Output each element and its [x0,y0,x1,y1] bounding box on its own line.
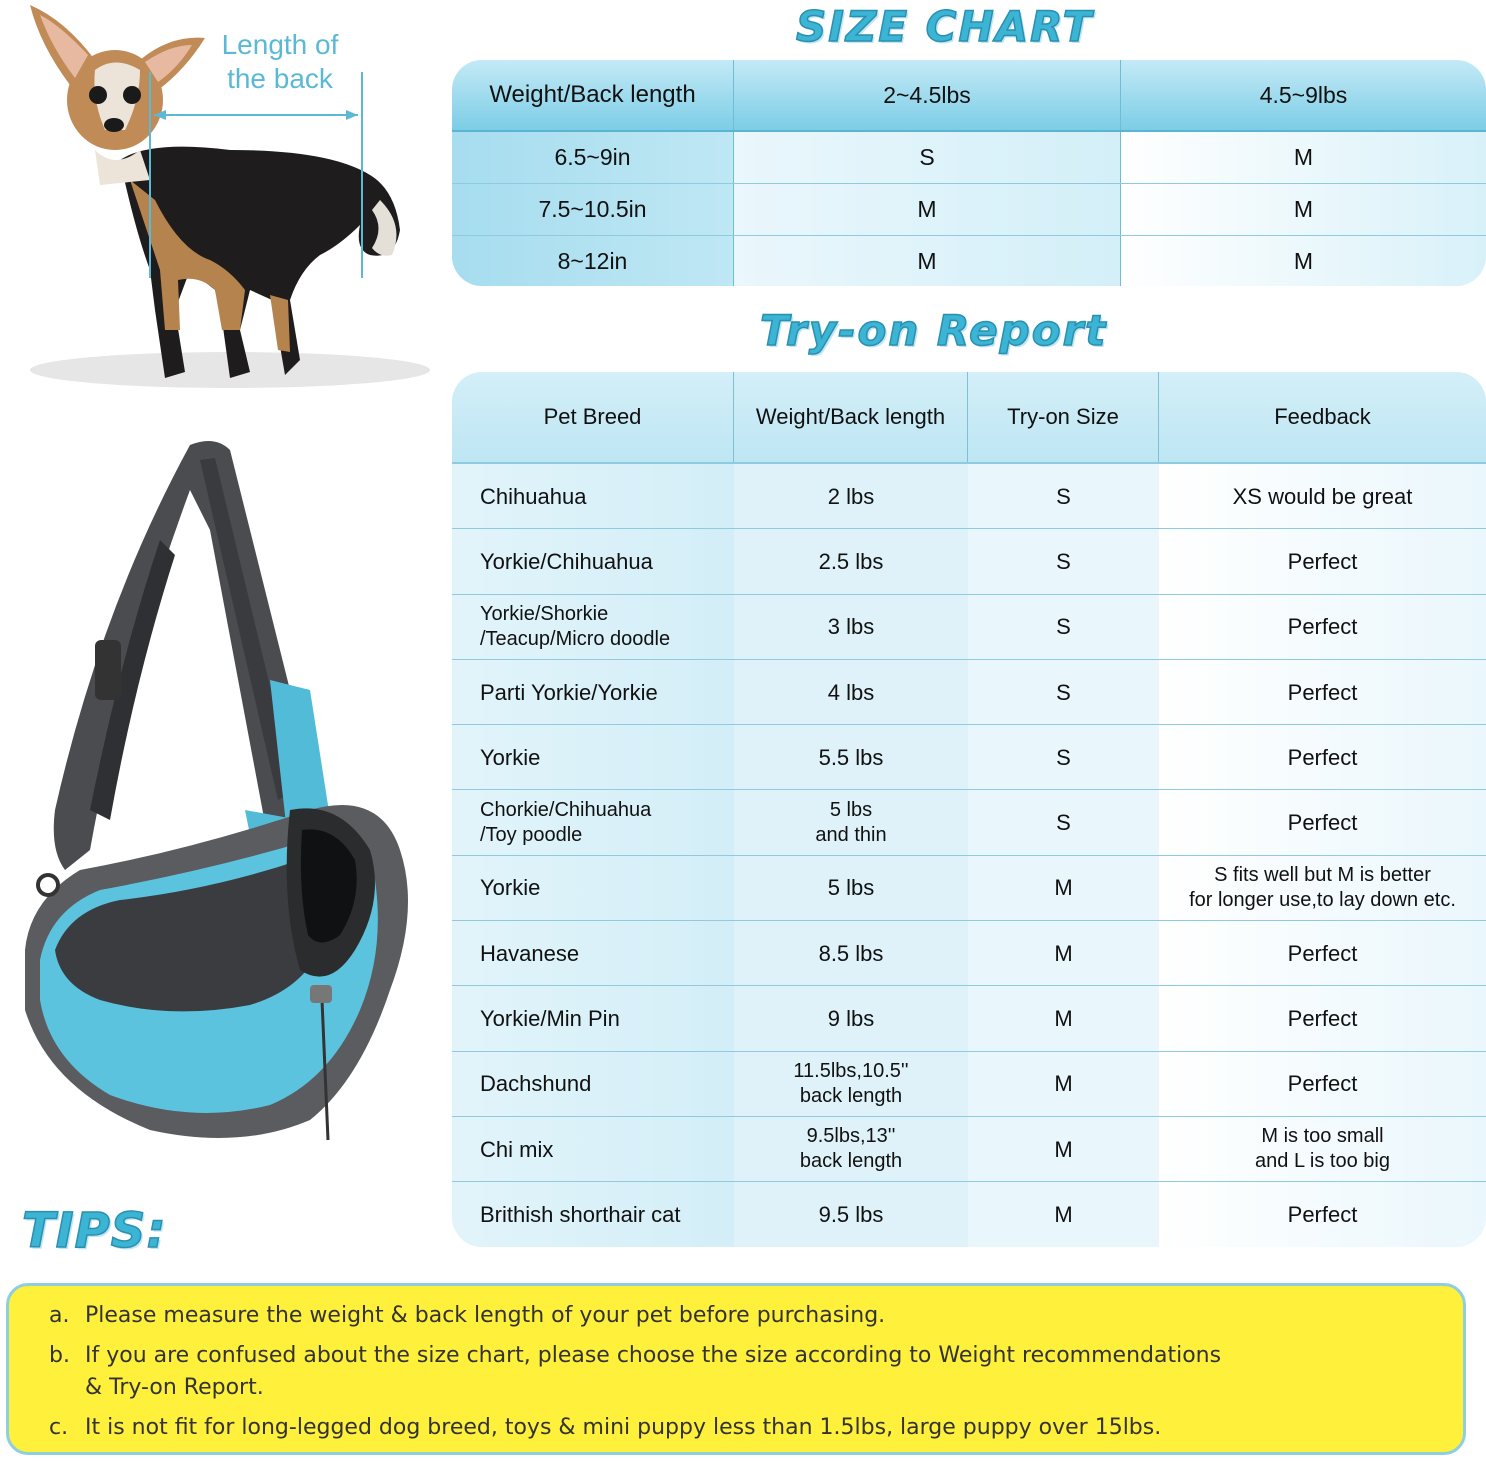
size-chart-cell: M [1121,184,1486,235]
tip-text: Please measure the weight & back length of your pet before purchasing. [85,1303,886,1328]
tryon-cell: S [968,790,1159,854]
tryon-cell: 5.5 lbs [734,725,968,789]
size-chart-header-cell: 4.5~9lbs [1259,81,1348,108]
tryon-cell: M [968,1182,1159,1247]
tryon-cell: S [968,464,1159,528]
tryon-header-cell: Feedback [1274,404,1371,429]
back-length-label: Length of the back [221,29,339,94]
tryon-cell: Perfect [1159,790,1486,854]
tryon-cell: M is too small and L is too big [1159,1117,1486,1181]
tryon-cell: Perfect [1159,1052,1486,1116]
tryon-header-row [452,372,1486,464]
tryon-cell: 9 lbs [734,986,968,1050]
sling-bag-image [10,430,430,1160]
size-chart-title: SIZE CHART [796,2,1094,51]
tip-item [49,1412,1423,1444]
size-chart-row [452,184,1486,236]
tryon-cell: S fits well but M is better for longer use,to lay down etc. [1159,856,1486,920]
tryon-cell: S [968,725,1159,789]
tip-label: c. [49,1415,69,1440]
tryon-cell: Chihuahua [452,464,734,528]
tryon-cell: Yorkie [452,856,734,920]
size-chart-cell: 8~12in [452,236,734,286]
tryon-cell: S [968,595,1159,659]
tryon-header-cell: Weight/Back length [734,372,968,462]
dog-illustration [0,0,430,400]
tryon-cell: Perfect [1159,660,1486,724]
tryon-row [452,856,1486,921]
tryon-cell: S [968,660,1159,724]
size-chart-row [452,132,1486,184]
size-chart-row [452,236,1486,286]
tip-item [49,1300,1423,1332]
tryon-row [452,790,1486,855]
size-chart-header-cell: Weight/Back length [452,60,734,130]
tryon-cell: M [968,986,1159,1050]
size-chart-cell: 6.5~9in [452,132,734,183]
size-chart-header-row [452,60,1486,132]
tip-label: b. [49,1343,70,1368]
tryon-cell: Perfect [1159,529,1486,593]
tryon-report-title: Try-on Report [760,306,1108,355]
tryon-cell: Yorkie [452,725,734,789]
tryon-cell: 4 lbs [734,660,968,724]
size-chart-table [452,60,1486,286]
tryon-row [452,1117,1486,1182]
tryon-cell: 2 lbs [734,464,968,528]
tip-text: It is not fit for long-legged dog breed, toys & mini puppy less than 1.5lbs, large puppy over 15lbs. [85,1415,1162,1440]
tryon-body [452,464,1486,1247]
tryon-cell: M [968,1052,1159,1116]
tryon-row [452,986,1486,1051]
tip-text: If you are confused about the size chart, please choose the size according to Weight recommendations & Try-on Report. [85,1343,1222,1400]
tryon-header-cell: Try-on Size [968,372,1159,462]
tryon-row [452,1182,1486,1247]
size-chart-cell: S [734,132,1121,183]
tryon-row [452,725,1486,790]
tryon-row [452,529,1486,594]
size-chart-cell: M [1121,236,1486,286]
tryon-cell: 5 lbs and thin [734,790,968,854]
tryon-cell: S [968,529,1159,593]
tryon-row [452,464,1486,529]
tryon-cell: 8.5 lbs [734,921,968,985]
size-chart-cell: M [734,236,1121,286]
tryon-cell: Perfect [1159,1182,1486,1247]
tryon-cell: Chi mix [452,1117,734,1181]
tip-item [49,1340,1423,1404]
tryon-cell: Parti Yorkie/Yorkie [452,660,734,724]
tryon-cell: Yorkie/Shorkie /Teacup/Micro doodle [452,595,734,659]
tryon-cell: M [968,856,1159,920]
tryon-cell: 2.5 lbs [734,529,968,593]
tryon-cell: 11.5lbs,10.5'' back length [734,1052,968,1116]
tryon-cell: 3 lbs [734,595,968,659]
tryon-row [452,921,1486,986]
tryon-cell: Yorkie/Chihuahua [452,529,734,593]
tryon-cell: 9.5lbs,13'' back length [734,1117,968,1181]
tryon-row [452,1052,1486,1117]
tryon-cell: Perfect [1159,725,1486,789]
tips-title: TIPS: [22,1203,167,1259]
tryon-cell: 9.5 lbs [734,1182,968,1247]
tryon-cell: XS would be great [1159,464,1486,528]
size-chart-header-cell: 2~4.5lbs [734,60,1121,130]
tryon-cell: Yorkie/Min Pin [452,986,734,1050]
tryon-header-cell: Pet Breed [452,372,734,462]
tryon-cell: Chorkie/Chihuahua /Toy poodle [452,790,734,854]
tryon-cell: Havanese [452,921,734,985]
tryon-row [452,660,1486,725]
size-chart-cell: 7.5~10.5in [452,184,734,235]
size-chart-cell: M [734,184,1121,235]
tryon-cell: Perfect [1159,921,1486,985]
tryon-cell: Perfect [1159,595,1486,659]
size-chart-cell: M [1121,132,1486,183]
tryon-cell: Perfect [1159,986,1486,1050]
tryon-row [452,595,1486,660]
sling-bag-illustration [10,430,430,1160]
tryon-cell: Brithish shorthair cat [452,1182,734,1247]
tryon-cell: 5 lbs [734,856,968,920]
tips-box [6,1283,1466,1455]
tip-label: a. [49,1303,70,1328]
tryon-cell: Dachshund [452,1052,734,1116]
tryon-report-table [452,372,1486,1247]
tryon-cell: M [968,1117,1159,1181]
tryon-cell: M [968,921,1159,985]
